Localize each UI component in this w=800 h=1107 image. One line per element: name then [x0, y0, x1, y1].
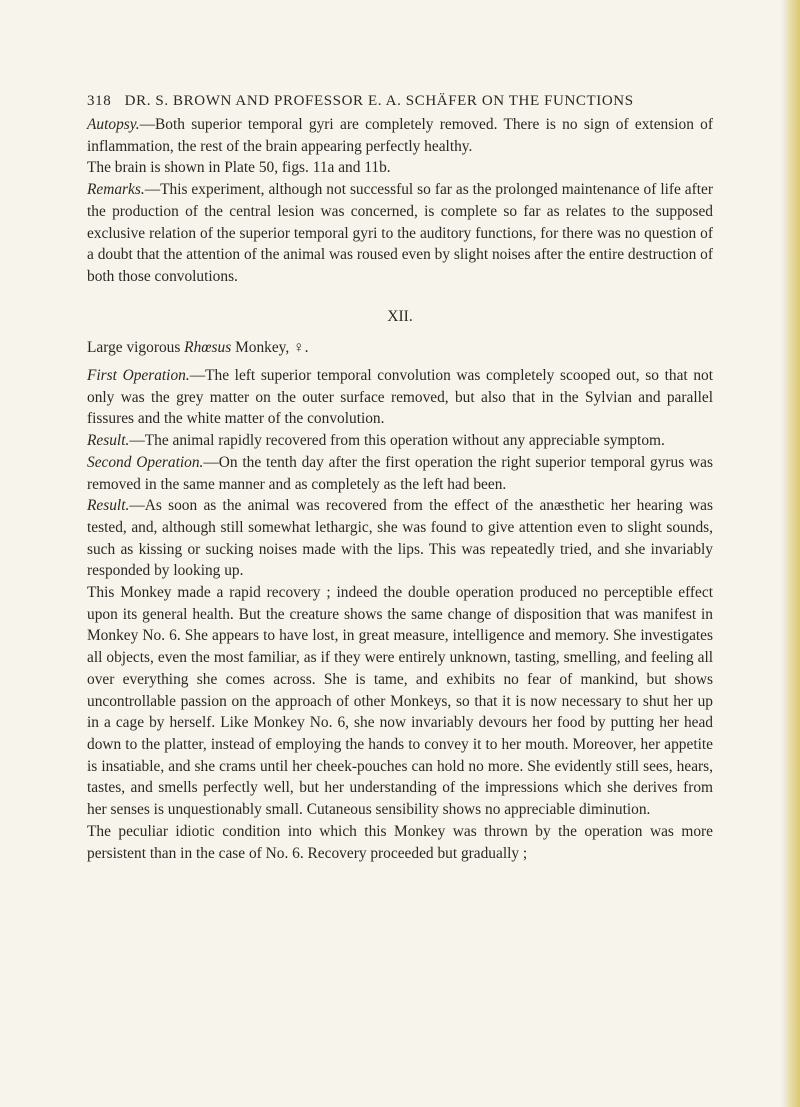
section-subject: [87, 337, 713, 359]
paragraph-idiotic-condition: [87, 821, 713, 864]
paragraph-lead: Result.: [87, 432, 130, 450]
paragraph-second-operation: [87, 452, 713, 495]
paragraph-lead: Autopsy.: [87, 116, 140, 133]
section-heading: XII.: [387, 307, 413, 325]
page-edge-shading: [786, 0, 800, 1107]
running-header: [87, 93, 713, 110]
paragraph-lead: Result.: [87, 497, 130, 515]
paragraph-body: —The animal rapidly recovered from this operation without any appreciable symptom.: [129, 432, 665, 450]
page-number: 318: [87, 93, 112, 109]
paragraph-plate-reference: [87, 157, 713, 179]
paragraph-recovery: [87, 582, 713, 821]
running-title: DR. S. BROWN AND PROFESSOR E. A. SCHÄFER ON THE FUNCTIONS: [124, 93, 634, 109]
paragraph-body: —This experiment, although not successful so far as the prolonged maintenance of life after the production of the central lesion was concerned, is complete so far as relates to the supposed exclusive relation of the superior temporal gyri to the auditory functions, for there was no question of a doubt that the attention of the animal was roused even by slight noises after the entire destruction of both those convolutions.: [87, 181, 713, 285]
paragraph-body: —On the tenth day after the first operation the right superior temporal gyrus was removed in the same manner and as completely as the left had been.: [87, 453, 713, 493]
paragraph-lead: Remarks.: [87, 181, 145, 199]
paragraph-body: —Both superior temporal gyri are completely removed. There is no sign of extension of inflammation, the rest of the brain appearing perfectly healthy.: [87, 116, 713, 155]
subject-prefix: Large vigorous: [87, 339, 185, 357]
paragraph-body: The peculiar idiotic condition into which this Monkey was thrown by the operation was more persistent than in the case of No. 6. Recovery proceeded but gradually ;: [87, 822, 713, 862]
paragraph-body: —The left superior temporal convolution was completely scooped out, so that not only was the grey matter on the outer surface removed, but also that in the Sylvian and parallel fissures and the white matter of the convolution.: [87, 367, 713, 428]
paragraph-lead: Second Operation.: [87, 453, 204, 471]
paragraph-first-operation: [87, 365, 713, 430]
subject-species: Rhœsus: [184, 339, 232, 357]
body-text: [87, 114, 713, 864]
paragraph-autopsy: [87, 114, 713, 157]
paragraph-body: This Monkey made a rapid recovery ; indeed the double operation produced no perceptible effect upon its general health. But the creature shows the same change of disposition that was manifest in Monkey No. 6. She appears to have lost, in great measure, intelligence and memory. She investigates all objects, even the most familiar, as if they were entirely unknown, tasting, smelling, and feeling all over everything she comes across. She is tame, and exhibits no fear of mankind, but shows uncontrollable passion on the approach of other Monkeys, so that it is now necessary to shut her up in a cage by herself. Like Monkey No. 6, she now invariably devours her food by putting her head down to the platter, instead of employing the hands to convey it to her mouth. Moreover, her appetite is insatiable, and she crams until her cheek-pouches can hold no more. She evidently still sees, hears, tastes, and smells perfectly well, but her understanding of the impressions which she derives from her senses is unquestionably small. Cutaneous sensibility shows no appreciable diminution.: [87, 584, 713, 819]
paragraph-result-1: [87, 430, 713, 452]
paragraph-lead: First Operation.: [87, 367, 190, 385]
paragraph-body: The brain is shown in Plate 50, figs. 11a and 11b.: [87, 159, 391, 177]
subject-suffix: Monkey, ♀.: [231, 339, 309, 357]
paragraph-body: —As soon as the animal was recovered from the effect of the anæsthetic her hearing was tested, and, although still somewhat lethargic, she was found to give attention even to slight sounds, such as kissing or sucking noises made with the lips. This was repeatedly tried, and she invariably responded by looking up.: [87, 497, 713, 580]
page-edge-gradient: [780, 0, 786, 1107]
paragraph-remarks: [87, 179, 713, 288]
paragraph-result-2: [87, 495, 713, 582]
